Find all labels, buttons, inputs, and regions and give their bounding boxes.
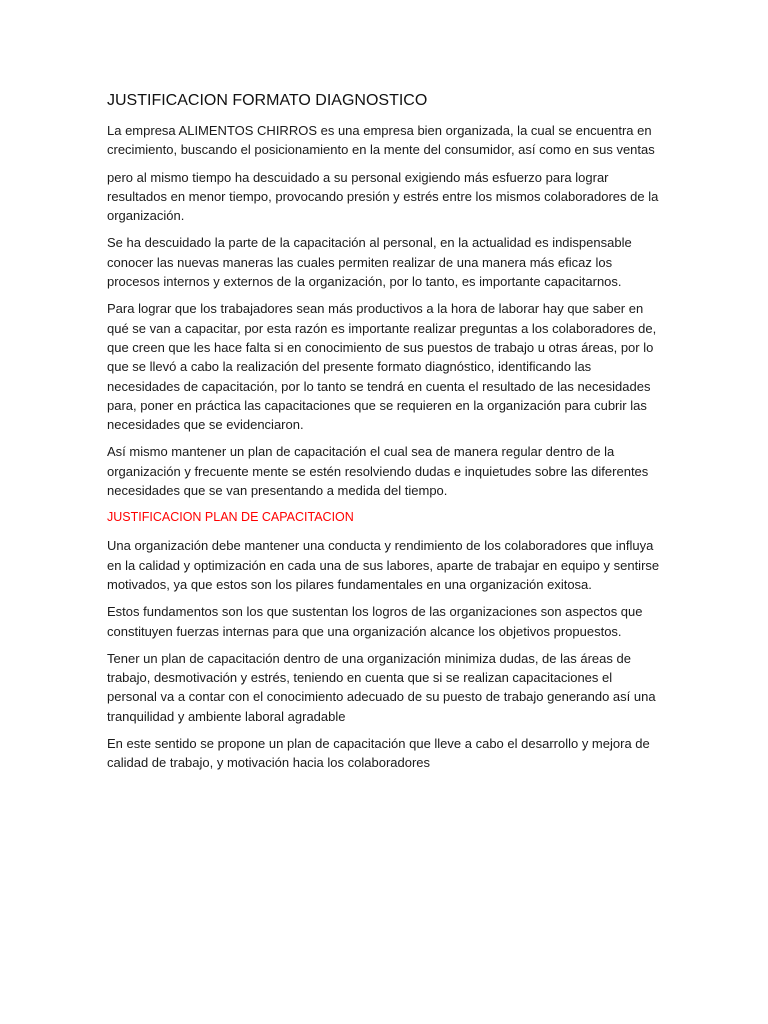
paragraph: Tener un plan de capacitación dentro de una organización minimiza dudas, de las áreas de trabajo, desmotivación y estrés, teniendo en cuenta que si se realizan capacitaciones el personal va a contar con el conocimiento adecuado de su puesto de trabajo generando así una tranquilidad y ambiente laboral agradable (107, 650, 656, 724)
paragraph: En este sentido se propone un plan de capacitación que lleve a cabo el desarrollo y mejora de calidad de trabajo, y motivación hacia los colaboradores (107, 736, 650, 771)
document-body (107, 90, 663, 781)
paragraph: Estos fundamentos son los que sustentan los logros de las organizaciones son aspectos que constituyen fuerzas internas para que una organización alcance los objetivos propuestos. (107, 604, 643, 639)
paragraph: Una organización debe mantener una conducta y rendimiento de los colaboradores que influya en la calidad y optimización en cada una de sus labores, aparte de trabajar en equipo y sentirse motivados, ya que estos son los pilares fundamentales en una organización exitosa. (107, 538, 660, 592)
paragraph: pero al mismo tiempo ha descuidado a su personal exigiendo más esfuerzo para lograr resultados en menor tiempo, provocando presión y estrés entre los mismos colaboradores de la organización. (107, 169, 659, 224)
section-heading: JUSTIFICACION PLAN DE CAPACITACION (107, 510, 354, 525)
paragraph: La empresa ALIMENTOS CHIRROS es una empresa bien organizada, la cual se encuentra en crecimiento, buscando el posicionamiento en la mente del consumidor, así como en sus ventas (107, 123, 655, 158)
paragraph: Así mismo mantener un plan de capacitación el cual sea de manera regular dentro de la organización y frecuente mente se estén resolviendo dudas e inquietudes sobre las diferentes necesidades que se van presentando a medida del tiempo. (107, 444, 649, 499)
paragraph: Se ha descuidado la parte de la capacitación al personal, en la actualidad es indispensable conocer las nuevas maneras las cuales permiten realizar de una manera más eficaz los procesos internos y externos de la organización, por lo tanto, es importante capacitarnos. (107, 235, 632, 290)
document-title: JUSTIFICACION FORMATO DIAGNOSTICO (107, 92, 428, 109)
paragraph: Para lograr que los trabajadores sean más productivos a la hora de laborar hay que saber en qué se van a capacitar, por esta razón es importante realizar preguntas a los colaboradores de, que creen que les hace falta si en conocimiento de sus puestos de trabajo u otras áreas, por lo que se llevó a cabo la realización del presente formato diagnóstico, identificando las necesidades de capacitación, por lo tanto se tendrá en cuenta el resultado de las necesidades para, poner en práctica las capacitaciones que se requieren en la organización para cubrir las necesidades que se evidenciaron. (107, 301, 657, 433)
